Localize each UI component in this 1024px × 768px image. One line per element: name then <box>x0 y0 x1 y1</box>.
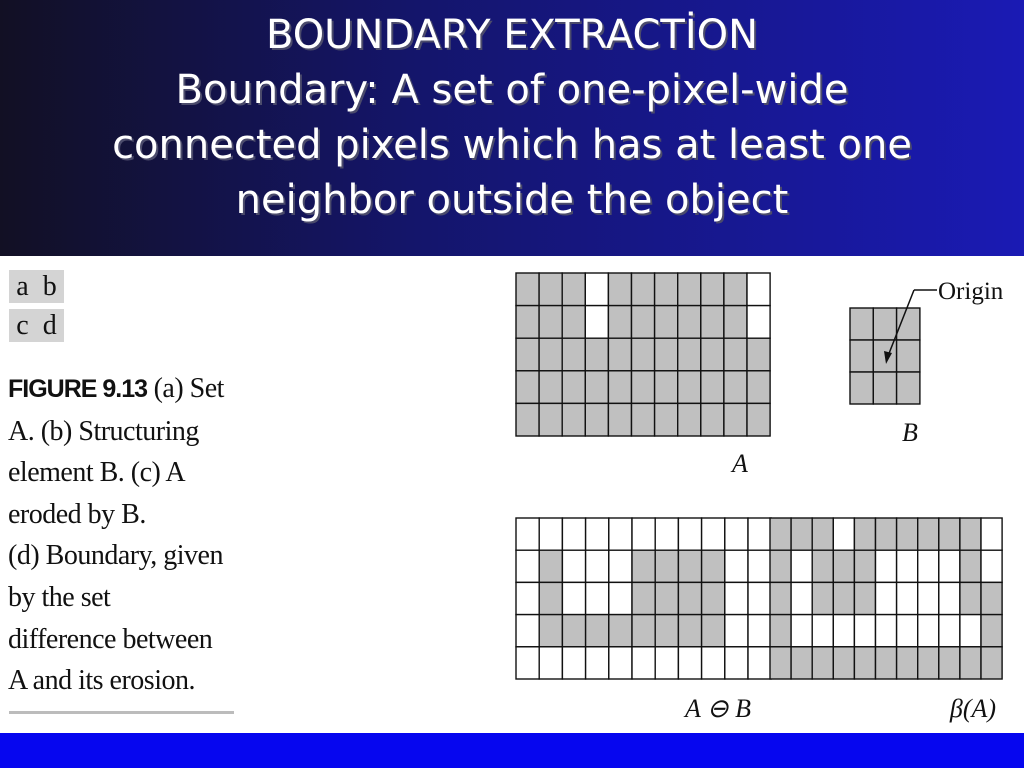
A-pixel <box>724 403 747 436</box>
boundary-pixel <box>981 518 1002 550</box>
caption-line: difference between <box>8 623 213 655</box>
erosion-pixel <box>516 615 539 647</box>
A-pixel <box>747 306 770 339</box>
grid-boundary <box>770 518 1002 679</box>
caption-line: eroded by B. <box>8 498 146 530</box>
panel-label-d: d <box>42 310 57 341</box>
A-pixel <box>701 273 724 306</box>
B-pixel <box>850 308 873 340</box>
boundary-pixel <box>876 582 897 614</box>
A-pixel <box>585 306 608 339</box>
boundary-pixel <box>770 647 791 679</box>
erosion-pixel <box>632 647 655 679</box>
A-pixel <box>678 371 701 404</box>
A-pixel <box>747 371 770 404</box>
boundary-pixel <box>897 582 918 614</box>
label-boundary: β(A) <box>949 694 997 723</box>
A-pixel <box>562 273 585 306</box>
A-pixel <box>585 273 608 306</box>
A-pixel <box>632 306 655 339</box>
label-erosion: A ⊖ B <box>684 694 752 723</box>
A-pixel <box>655 371 678 404</box>
erosion-pixel <box>702 647 725 679</box>
panel-label-b: b <box>42 271 57 302</box>
erosion-pixel <box>725 615 748 647</box>
A-pixel <box>539 273 562 306</box>
A-pixel <box>608 338 631 371</box>
erosion-pixel <box>655 550 678 582</box>
B-pixel <box>850 340 873 372</box>
caption-line: by the set <box>8 581 111 613</box>
A-pixel <box>562 306 585 339</box>
boundary-pixel <box>897 647 918 679</box>
erosion-pixel <box>516 582 539 614</box>
boundary-pixel <box>960 647 981 679</box>
erosion-pixel <box>609 518 632 550</box>
A-pixel <box>585 371 608 404</box>
A-pixel <box>539 371 562 404</box>
boundary-pixel <box>939 582 960 614</box>
A-pixel <box>562 403 585 436</box>
A-pixel <box>516 273 539 306</box>
boundary-pixel <box>854 647 875 679</box>
boundary-pixel <box>833 550 854 582</box>
erosion-pixel <box>725 582 748 614</box>
boundary-pixel <box>897 518 918 550</box>
erosion-pixel <box>562 518 585 550</box>
boundary-pixel <box>897 550 918 582</box>
erosion-pixel <box>562 582 585 614</box>
A-pixel <box>747 273 770 306</box>
boundary-pixel <box>918 550 939 582</box>
A-pixel <box>655 306 678 339</box>
boundary-pixel <box>833 582 854 614</box>
A-pixel <box>516 306 539 339</box>
boundary-pixel <box>960 550 981 582</box>
A-pixel <box>539 338 562 371</box>
boundary-pixel <box>918 518 939 550</box>
panel-label-c: c <box>16 310 29 341</box>
A-pixel <box>608 273 631 306</box>
boundary-pixel <box>981 615 1002 647</box>
erosion-pixel <box>609 615 632 647</box>
boundary-pixel <box>897 615 918 647</box>
erosion-pixel <box>655 518 678 550</box>
erosion-pixel <box>586 647 609 679</box>
A-pixel <box>632 371 655 404</box>
caption-line: A and its erosion. <box>8 665 195 697</box>
boundary-pixel <box>960 582 981 614</box>
erosion-pixel <box>725 647 748 679</box>
erosion-pixel <box>702 582 725 614</box>
slide-title: BOUNDARY EXTRACTİON <box>265 12 759 58</box>
erosion-pixel <box>748 550 771 582</box>
A-pixel <box>724 273 747 306</box>
boundary-pixel <box>770 615 791 647</box>
boundary-pixel <box>791 647 812 679</box>
erosion-pixel <box>748 647 771 679</box>
boundary-pixel <box>854 518 875 550</box>
boundary-pixel <box>812 582 833 614</box>
subtitle-line-1: Boundary: A set of one-pixel-wide <box>175 67 849 113</box>
B-pixel <box>873 372 896 404</box>
erosion-pixel <box>586 518 609 550</box>
A-pixel <box>562 371 585 404</box>
A-pixel <box>724 306 747 339</box>
erosion-pixel <box>586 550 609 582</box>
grid-set-a <box>516 273 770 436</box>
A-pixel <box>516 371 539 404</box>
erosion-pixel <box>516 647 539 679</box>
subtitle-line-2: connected pixels which has at least one <box>112 122 912 168</box>
boundary-pixel <box>833 518 854 550</box>
erosion-pixel <box>748 582 771 614</box>
erosion-pixel <box>516 550 539 582</box>
boundary-pixel <box>876 550 897 582</box>
erosion-pixel <box>562 550 585 582</box>
erosion-pixel <box>678 647 701 679</box>
boundary-pixel <box>791 582 812 614</box>
boundary-pixel <box>770 550 791 582</box>
erosion-pixel <box>678 518 701 550</box>
erosion-pixel <box>539 550 562 582</box>
erosion-pixel <box>539 615 562 647</box>
panel-label-a: a <box>16 271 29 302</box>
A-pixel <box>632 338 655 371</box>
caption-text: (a) Set <box>153 373 224 404</box>
erosion-pixel <box>539 582 562 614</box>
erosion-pixel <box>655 615 678 647</box>
A-pixel <box>516 403 539 436</box>
A-pixel <box>701 403 724 436</box>
erosion-pixel <box>609 647 632 679</box>
boundary-pixel <box>876 615 897 647</box>
A-pixel <box>747 338 770 371</box>
erosion-pixel <box>539 518 562 550</box>
grid-erosion <box>516 518 771 679</box>
erosion-pixel <box>678 615 701 647</box>
erosion-pixel <box>609 582 632 614</box>
boundary-pixel <box>939 647 960 679</box>
erosion-pixel <box>702 550 725 582</box>
boundary-pixel <box>939 615 960 647</box>
subtitle-line-3: neighbor outside the object <box>235 177 789 223</box>
A-pixel <box>655 338 678 371</box>
B-pixel <box>897 372 920 404</box>
A-pixel <box>539 403 562 436</box>
B-pixel <box>873 308 896 340</box>
boundary-pixel <box>981 647 1002 679</box>
A-pixel <box>632 273 655 306</box>
A-pixel <box>608 306 631 339</box>
erosion-pixel <box>516 518 539 550</box>
B-pixel <box>850 372 873 404</box>
caption-line: A. (b) Structuring <box>8 415 199 447</box>
boundary-pixel <box>939 518 960 550</box>
A-pixel <box>701 338 724 371</box>
boundary-pixel <box>981 550 1002 582</box>
boundary-pixel <box>770 582 791 614</box>
erosion-pixel <box>632 550 655 582</box>
A-pixel <box>701 306 724 339</box>
erosion-pixel <box>586 582 609 614</box>
erosion-pixel <box>655 647 678 679</box>
A-pixel <box>608 371 631 404</box>
A-pixel <box>655 403 678 436</box>
erosion-pixel <box>539 647 562 679</box>
boundary-pixel <box>981 582 1002 614</box>
erosion-pixel <box>725 518 748 550</box>
boundary-pixel <box>791 615 812 647</box>
boundary-pixel <box>770 518 791 550</box>
boundary-pixel <box>833 647 854 679</box>
erosion-pixel <box>586 615 609 647</box>
A-pixel <box>539 306 562 339</box>
boundary-pixel <box>812 550 833 582</box>
boundary-pixel <box>812 518 833 550</box>
A-pixel <box>678 338 701 371</box>
erosion-pixel <box>678 550 701 582</box>
A-pixel <box>678 273 701 306</box>
erosion-pixel <box>632 582 655 614</box>
erosion-pixel <box>562 647 585 679</box>
A-pixel <box>632 403 655 436</box>
boundary-pixel <box>812 615 833 647</box>
A-pixel <box>678 403 701 436</box>
boundary-pixel <box>833 615 854 647</box>
erosion-pixel <box>702 615 725 647</box>
B-pixel <box>897 340 920 372</box>
erosion-pixel <box>632 518 655 550</box>
erosion-pixel <box>748 518 771 550</box>
boundary-pixel <box>876 647 897 679</box>
boundary-pixel <box>854 615 875 647</box>
label-b: B <box>902 418 918 447</box>
erosion-pixel <box>609 550 632 582</box>
A-pixel <box>516 338 539 371</box>
caption-line: (d) Boundary, given <box>8 540 223 572</box>
erosion-pixel <box>632 615 655 647</box>
caption-line: element B. (c) A <box>8 457 186 489</box>
figure-number: FIGURE 9.13 <box>8 375 148 403</box>
erosion-pixel <box>655 582 678 614</box>
A-pixel <box>724 338 747 371</box>
erosion-pixel <box>725 550 748 582</box>
boundary-pixel <box>918 647 939 679</box>
A-pixel <box>678 306 701 339</box>
slide-footer <box>0 733 1024 768</box>
erosion-pixel <box>702 518 725 550</box>
A-pixel <box>724 371 747 404</box>
A-pixel <box>608 403 631 436</box>
boundary-pixel <box>791 550 812 582</box>
A-pixel <box>562 338 585 371</box>
A-pixel <box>585 403 608 436</box>
boundary-pixel <box>812 647 833 679</box>
A-pixel <box>585 338 608 371</box>
erosion-pixel <box>678 582 701 614</box>
boundary-pixel <box>876 518 897 550</box>
boundary-pixel <box>791 518 812 550</box>
A-pixel <box>655 273 678 306</box>
A-pixel <box>701 371 724 404</box>
boundary-pixel <box>939 550 960 582</box>
A-pixel <box>747 403 770 436</box>
label-a: A <box>732 449 748 478</box>
boundary-pixel <box>960 518 981 550</box>
boundary-pixel <box>854 550 875 582</box>
boundary-pixel <box>918 582 939 614</box>
boundary-pixel <box>854 582 875 614</box>
erosion-pixel <box>562 615 585 647</box>
erosion-pixel <box>748 615 771 647</box>
origin-label: Origin <box>938 278 1004 305</box>
boundary-pixel <box>918 615 939 647</box>
boundary-pixel <box>960 615 981 647</box>
